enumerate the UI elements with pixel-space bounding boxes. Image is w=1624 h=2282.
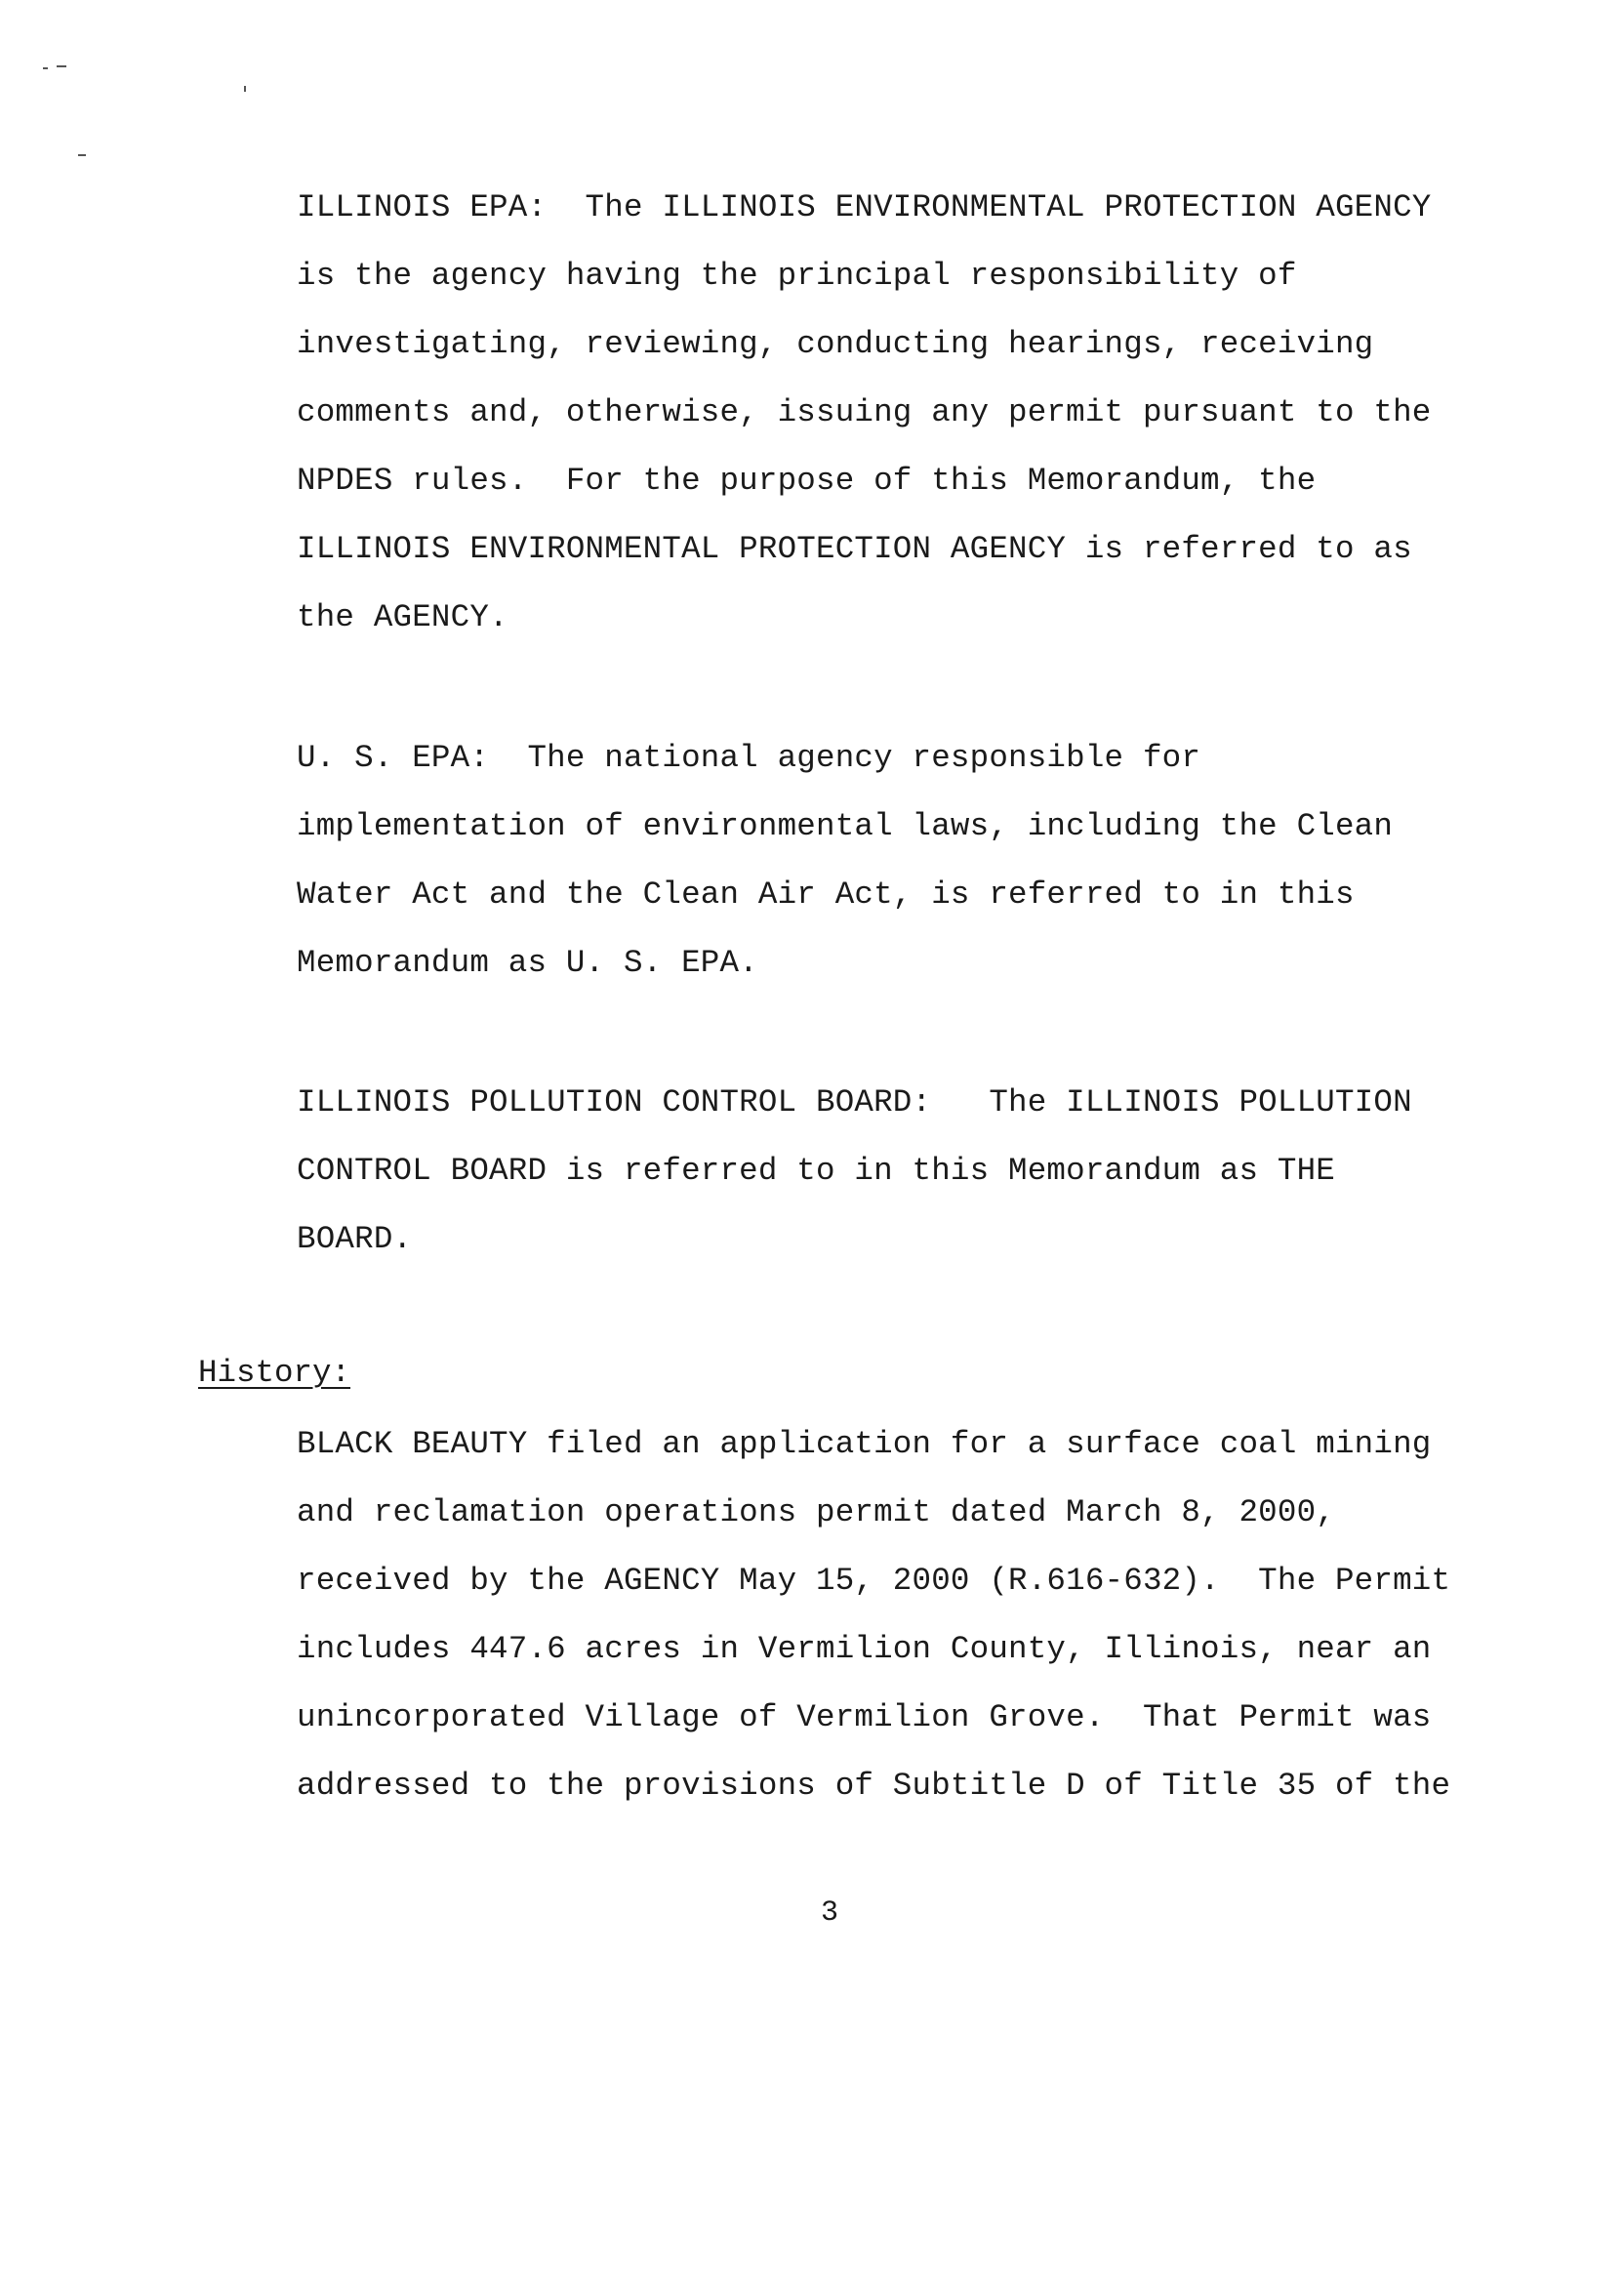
text-line: ILLINOIS EPA: The ILLINOIS ENVIRONMENTAL PROTECTION AGENCY [297, 189, 1432, 225]
text-line: is the agency having the principal responsibility of [297, 258, 1297, 294]
text-line: U. S. EPA: The national agency responsible for [297, 740, 1201, 776]
text-line: comments and, otherwise, issuing any permit pursuant to the [297, 394, 1432, 430]
text-line: ILLINOIS ENVIRONMENTAL PROTECTION AGENCY is referred to as [297, 531, 1412, 567]
page-number: 3 [820, 1896, 838, 1930]
history-heading: History: [198, 1355, 351, 1391]
text-line: Memorandum as U. S. EPA. [297, 945, 758, 981]
text-line: addressed to the provisions of Subtitle D of Title 35 of the [297, 1768, 1451, 1804]
text-line: BLACK BEAUTY filed an application for a surface coal mining [297, 1426, 1432, 1462]
text-line: implementation of environmental laws, including the Clean [297, 808, 1394, 844]
text-line: received by the AGENCY May 15, 2000 (R.616-632). The Permit [297, 1563, 1451, 1599]
scan-speck [244, 86, 246, 92]
text-line: BOARD. [297, 1221, 413, 1257]
text-line: unincorporated Village of Vermilion Grove. That Permit was [297, 1699, 1432, 1735]
text-line: the AGENCY. [297, 599, 508, 635]
paragraph-history [297, 1410, 1507, 1820]
paragraph-illinois-epa [297, 174, 1507, 652]
text-line: investigating, reviewing, conducting hearings, receiving [297, 326, 1374, 362]
scan-speck [57, 65, 66, 67]
text-line: ILLINOIS POLLUTION CONTROL BOARD: The ILLINOIS POLLUTION [297, 1084, 1412, 1121]
text-line: includes 447.6 acres in Vermilion County, Illinois, near an [297, 1631, 1432, 1667]
text-line: NPDES rules. For the purpose of this Memorandum, the [297, 463, 1317, 499]
paragraph-pollution-control-board [297, 1069, 1507, 1274]
text-line: and reclamation operations permit dated March 8, 2000, [297, 1494, 1335, 1530]
scan-speck [78, 154, 86, 156]
text-line: CONTROL BOARD is referred to in this Memorandum as THE [297, 1153, 1335, 1189]
paragraph-us-epa [297, 724, 1507, 998]
scan-speck [43, 67, 48, 69]
text-line: Water Act and the Clean Air Act, is referred to in this [297, 876, 1355, 913]
